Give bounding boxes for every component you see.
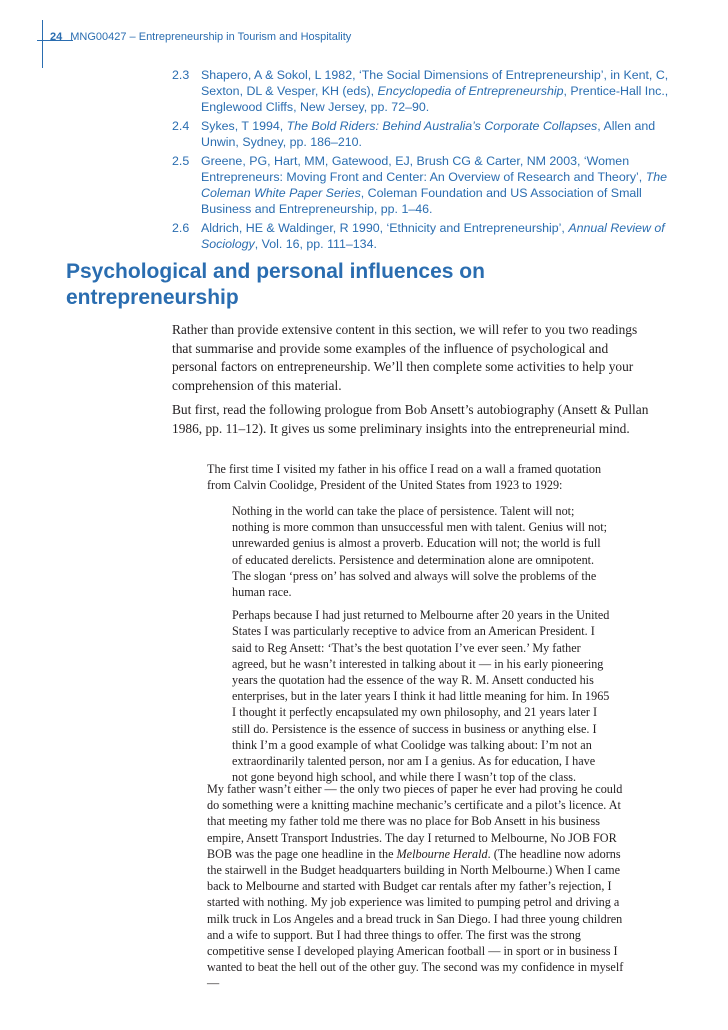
reference-text: Sykes, T 1994,: [201, 119, 287, 133]
reference-text: , Prentice-Hall Inc., Englewood Cliffs, New Jersey, pp. 72–90.: [201, 84, 669, 114]
reference-number: 2.3: [172, 68, 190, 82]
reference-text: , Vol. 16, pp. 111–134.: [254, 237, 377, 251]
section-heading: Psychological and personal influences on entrepreneurship: [66, 260, 485, 309]
reference-list: [172, 67, 672, 255]
body-paragraph: But first, read the following prologue from Bob Ansett’s autobiography (Ansett & Pullan 1986, pp. 11–12). It gives us some preliminary insights into the entrepreneurial mind.: [172, 402, 649, 436]
reference-text: , Coleman Foundation and US Association of Small Business and Entrepreneurship, pp. 1–46.: [201, 186, 642, 216]
nested-quote: [232, 503, 612, 792]
reference-text: Shapero, A & Sokol, L 1982, ‘The Social Dimensions of Entrepreneurship’, in Kent, C, Sexton, DL & Vesper, KH (eds),: [201, 68, 669, 98]
quote-text: . (The headline now adorns the stairwell in the Budget headquarters building in North Melbourne.) When I came back to Melbourne and started with Budget car rentals after my father’s rejection, I started with nothing. My job experience was limited to pumping petrol and driving a milk truck in Los Angeles and a bread truck in San Diego. I had three young children and a wife to support. But I had three things to offer. The first was the strong competitive sense I developed playing American football — in sport or in business I wanted to beat the hell out of the other guy. The second was my confidence in myself —: [207, 846, 624, 991]
quote-text: My father wasn’t either — the only two pieces of paper he ever had proving he could do something were a knitting machine mechanic’s certificate and a pilot’s licence. At that meeting my father told me there was no place for Bob Ansett in his business empire, Ansett Transport Industries. The day I returned to Melbourne, No JOB FOR BOB was the page one headline in the: [207, 782, 623, 861]
reference-number: 2.6: [172, 221, 190, 235]
reference-title: Annual Review of Sociology: [201, 221, 665, 251]
reference-title: The Bold Riders: Behind Australia’s Corporate Collapses: [286, 119, 598, 133]
reference-item: [172, 118, 672, 150]
body-paragraph: Rather than provide extensive content in this section, we will refer to you two readings that summarise and provide some examples of the influence of psychological and personal factors on entrepreneurship. We’ll then complete some activities to help your comprehension of this material.: [172, 322, 638, 393]
reference-title: Encyclopedia of Entrepreneurship: [377, 84, 564, 98]
quote-continuation: [207, 781, 627, 992]
reference-item: [172, 67, 672, 115]
reference-text: Greene, PG, Hart, MM, Gatewood, EJ, Brush CG & Carter, NM 2003, ‘Women Entrepreneurs: Moving Front and Center: An Overview of Research and Theory’,: [201, 154, 646, 184]
newspaper-title: Melbourne Herald: [396, 846, 488, 861]
page-header: [50, 31, 351, 43]
reference-text: , Allen and Unwin, Sydney, pp. 186–210.: [201, 119, 656, 149]
coolidge-quotation: Nothing in the world can take the place of persistence. Talent will not; nothing is more common than unsuccessful men with talent. Genius will not; unrewarded genius is almost a proverb. Education will not; the world is full of educated derelicts. Persistence and determination alone are omnipotent. The slogan ‘press on’ has solved and always will solve the problems of the human race.: [232, 504, 608, 600]
reference-title: The Coleman White Paper Series: [201, 170, 668, 200]
quote-reflection: Perhaps because I had just returned to Melbourne after 20 years in the United States I was particularly receptive to advice from an American President. I said to Reg Ansett: ‘That’s the best quotation I’ve ever seen.’ My father agreed, but he wasn’t interested in talking about it — in his early pioneering years the quotation had the essence of the way R. M. Ansett conducted his enterprises, but in the later years I think it had little meaning for him. In 1965 I thought it perfectly encapsulated my own philosophy, and 21 years later I still do. Persistence is the essence of success in business or anything else. I think I’m a good example of what Coolidge was talking about: I’m not an extraordinarily talented person, nor am I a genius. As for education, I have not gone beyond high school, and while there I wasn’t top of the class.: [232, 608, 610, 785]
reference-number: 2.5: [172, 154, 190, 168]
reference-number: 2.4: [172, 119, 190, 133]
quote-intro: The first time I visited my father in his office I read on a wall a framed quotation from Calvin Coolidge, President of the United States from 1923 to 1929:: [207, 462, 602, 493]
course-title: MNG00427 – Entrepreneurship in Tourism and Hospitality: [70, 31, 352, 43]
crop-mark-vertical: [42, 20, 43, 68]
reference-item: [172, 153, 672, 217]
page-number: 24: [50, 31, 63, 43]
reference-item: [172, 220, 672, 252]
reference-text: Aldrich, HE & Waldinger, R 1990, ‘Ethnicity and Entrepreneurship’,: [201, 221, 569, 235]
section-body: [172, 321, 652, 445]
